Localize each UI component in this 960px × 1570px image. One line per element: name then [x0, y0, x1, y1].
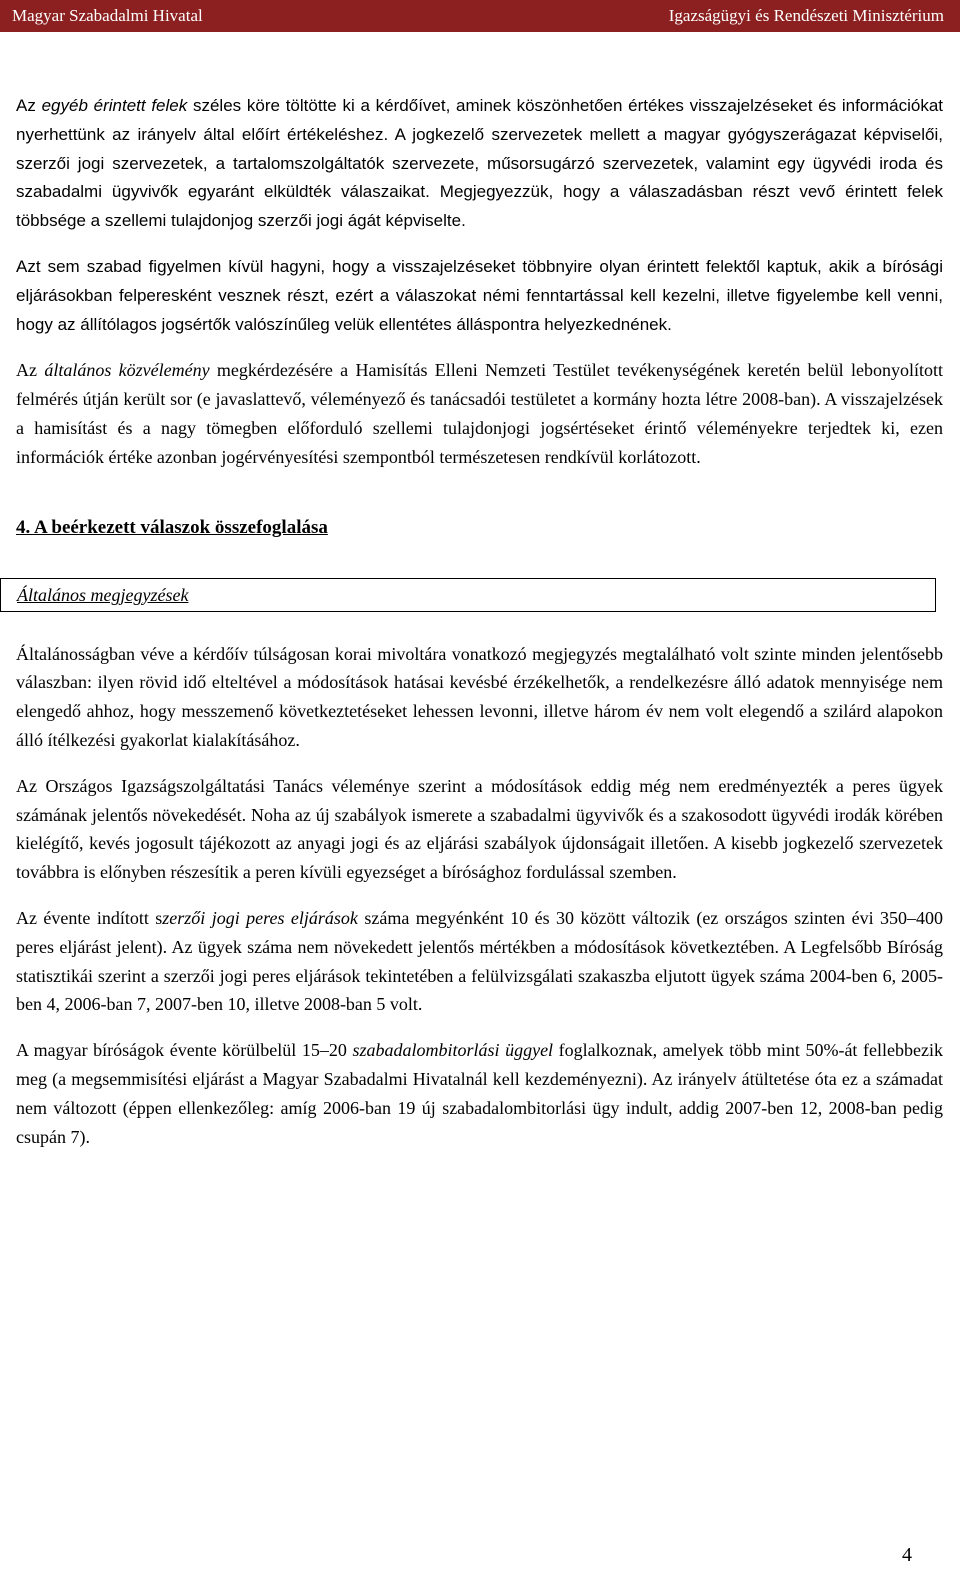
document-body [16, 92, 943, 1168]
paragraph-copyright-cases: Az évente indított szerzői jogi peres eljárások száma megyénként 10 és 30 között változik (ez országos szinten évi 350–400 peres eljárást jelent). Az ügyek száma nem növekedett jelentős mértékben a módosítások következtében. A Legfelsőbb Bíróság statisztikái szerint a szerzői jogi peres eljárások tekintetében a felülvizsgálati szakaszba eljutott ügyek száma 2004-ben 6, 2005-ben 4, 2006-ban 7, 2007-ben 10, illetve 2008-ban 5 volt. [16, 907, 944, 1015]
header-right-title: Igazságügyi és Rendészeti Minisztérium [668, 6, 944, 25]
paragraph-judicial-council: Az Országos Igazságszolgáltatási Tanács véleménye szerint a módosítások eddig még nem eredményezték a peres ügyek számának jelentős növekedését. Noha az új szabályok ismerete a szabadalmi ügyvivők és a szakosodott ügyvédi irodák körében kielégítő, kevés jogosult tájékozott az anyagi jogi és az eljárási szabályok újdonságait illetően. A kisebb jogkezelő szervezetek továbbra is előnyben részesítik a peren kívüli egyezséget a bírósághoz fordulással szemben. [16, 775, 943, 883]
header-left-title: Magyar Szabadalmi Hivatal [12, 6, 203, 25]
paragraph-public-opinion: Az általános közvélemény megkérdezésére a Hamisítás Elleni Nemzeti Testület tevékenységének keretén belül lebonyolított felmérés útján került sor (e javaslattevő, véleményező és tanácsadói testületet a kormány hozta létre 2008-ban). A visszajelzések a hamisítást és a nagy tömegben előforduló szellemi tulajdonjogi jogsértéseket érintő véleményekre terjedtek ki, ezen információk értéke azonban jogérvényesítési szempontból természetesen rendkívül korlátozott. [16, 360, 943, 467]
paragraph-caveat: Azt sem szabad figyelmen kívül hagyni, hogy a visszajelzéseket többnyire olyan érintett felektől kaptuk, akik a bírósági eljárásokban felperesként vesznek részt, ezért a válaszokat némi fenntartással kell kezelni, illetve figyelembe kell venni, hogy az állítólagos jogsértők valószínűleg velük ellentétes álláspontra helyezkednének. [16, 256, 943, 334]
page-header [0, 0, 960, 32]
paragraph-patent-cases: A magyar bíróságok évente körülbelül 15–20 szabadalombitorlási üggyel foglalkoznak, amelyek több mint 50%-át fellebbezik meg (a megsemmisítési eljárást a Magyar Szabadalmi Hivatalnál kell kezdeményezni). Az irányelv átültetése óta ez a számadat nem változott (éppen ellenkezőleg: amíg 2006-ban 19 új szabadalombitorlási ügy indult, addig 2007-ben 12, 2008-ban pedig csupán 7). [16, 1040, 943, 1147]
boxed-subheading: Általános megjegyzések [0, 578, 936, 612]
paragraph-general-remarks: Általánosságban véve a kérdőív túlságosan korai mivoltára vonatkozó megjegyzés megtalálható volt szinte minden jelentősebb válaszban: ilyen rövid idő elteltével a módosítások hatásai kevésbé érzékelhetők, a rendelkezésre álló adatok mennyisége nem elengedő ahhoz, hogy messzemenő következtetéseket lehessen levonni, illetve három év nem volt elegendő a szilárd alapokon álló ítélkezési gyakorlat kialakításához. [16, 643, 943, 750]
paragraph-other-parties: Az egyéb érintett felek széles köre töltötte ki a kérdőívet, aminek köszönhetően értékes visszajelzéseket és információkat nyerhettünk az irányelv által előírt értékeléshez. A jogkezelő szervezetek mellett a magyar gyógyszerágazat képviselői, szerzői jogi szervezetek, a tartalomszolgáltatók szervezete, műsorsugárzó szervezetek, valamint egy ügyvédi iroda és szabadalmi ügyvivők egyaránt elküldték válaszaikat. Megjegyezzük, hogy a válaszadásban részt vevő érintett felek többsége a szellemi tulajdonjog szerzői jogi ágát képviselte. [16, 96, 943, 231]
section-heading: 4. A beérkezett válaszok összefoglalása [16, 516, 328, 538]
page-number: 4 [902, 1544, 912, 1566]
